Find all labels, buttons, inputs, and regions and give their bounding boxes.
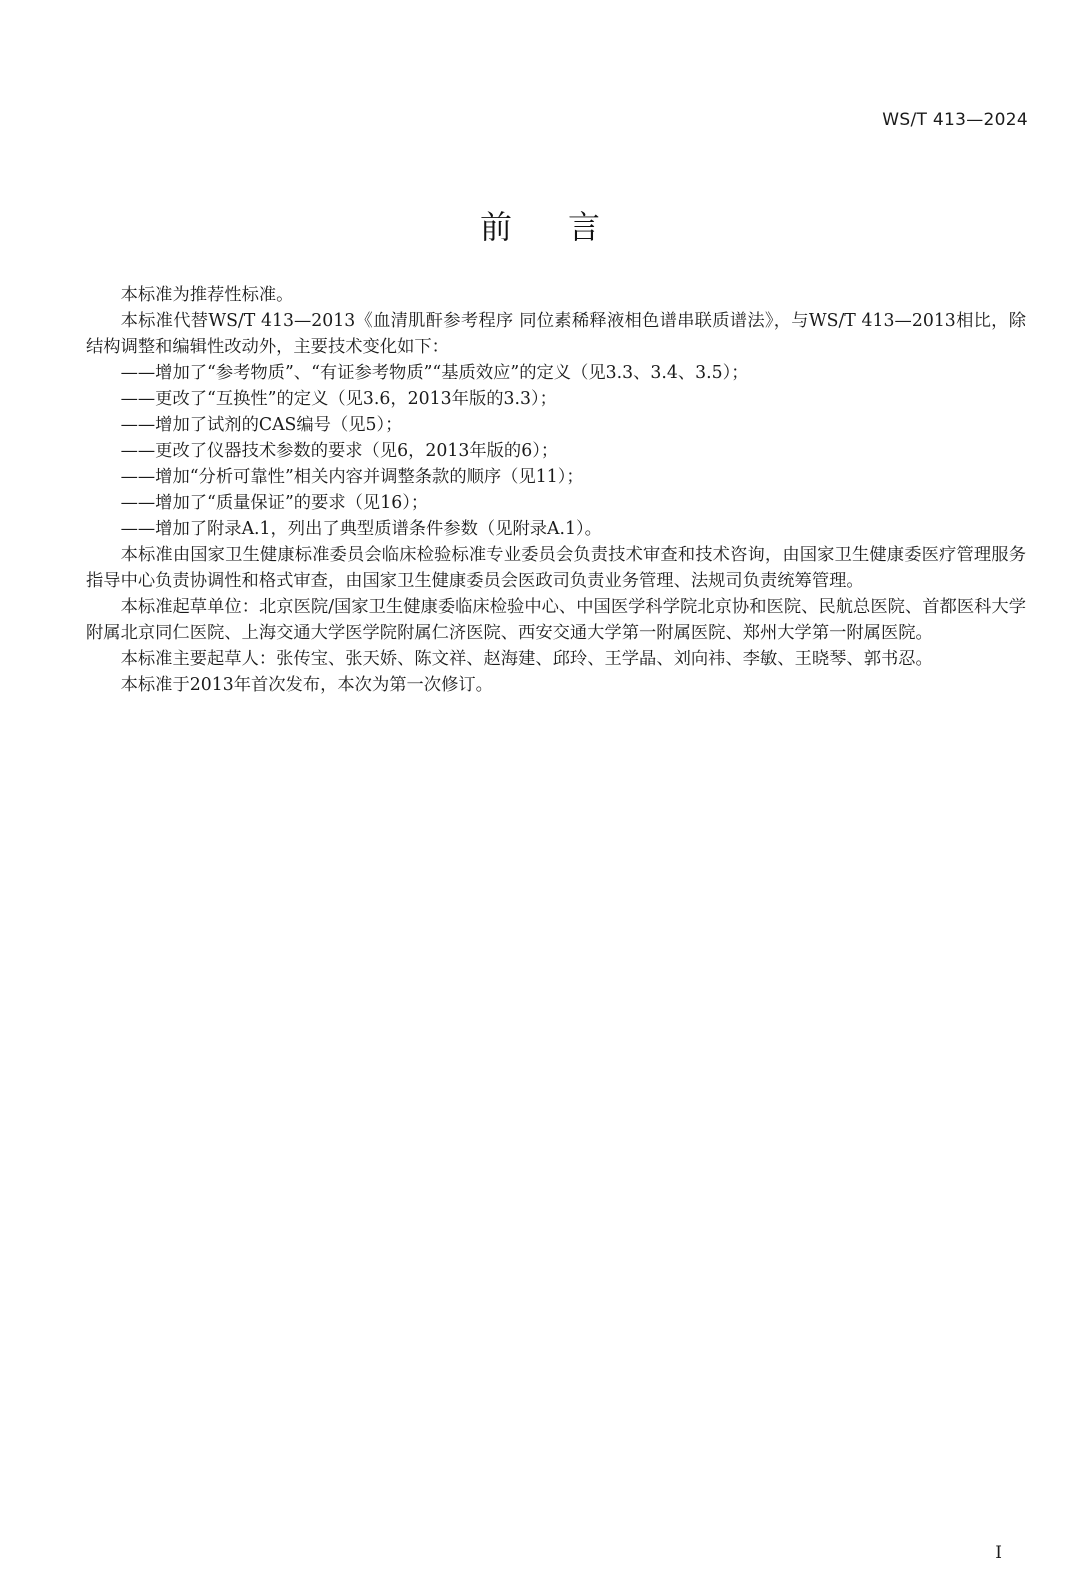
page-title: 前言 (479, 208, 656, 246)
change-item: ——更改了“互换性”的定义（见3.6，2013年版的3.3）； (120, 389, 557, 409)
change-item: ——更改了仪器技术参数的要求（见6，2013年版的6）； (120, 441, 559, 461)
change-item: ——增加了“参考物质”、“有证参考物质”“基质效应”的定义（见3.3、3.4、3.5）； (120, 363, 749, 383)
foreword-body (86, 282, 1026, 698)
paragraph-replacement: 本标准代替WS/T 413—2013《血清肌酐参考程序 同位素稀释液相色谱串联质谱法》，与WS/T 413—2013相比，除结构调整和编辑性改动外，主要技术变化如下： (86, 311, 1026, 357)
change-item: ——增加了“质量保证”的要求（见16）； (120, 493, 429, 513)
standard-number: WS/T 413—2024 (882, 110, 1028, 130)
paragraph-revision-history: 本标准于2013年首次发布，本次为第一次修订。 (120, 675, 493, 695)
page-number: I (995, 1543, 1002, 1563)
paragraph-review-management: 本标准由国家卫生健康标准委员会临床检验标准专业委员会负责技术审查和技术咨询，由国家卫生健康委医疗管理服务指导中心负责协调性和格式审查，由国家卫生健康委员会医政司负责业务管理、法规司负责统筹管理。 (86, 545, 1026, 591)
paragraph-drafters: 本标准主要起草人：张传宝、张天娇、陈文祥、赵海建、邱玲、王学晶、刘向祎、李敏、王晓琴、郭书忍。 (120, 649, 933, 669)
paragraph-drafting-units: 本标准起草单位：北京医院/国家卫生健康委临床检验中心、中国医学科学院北京协和医院、民航总医院、首都医科大学附属北京同仁医院、上海交通大学医学院附属仁济医院、西安交通大学第一附属医院、郑州大学第一附属医院。 (86, 597, 1026, 643)
paragraph-recommended-standard: 本标准为推荐性标准。 (120, 285, 294, 305)
changes-list (86, 360, 1026, 542)
change-item: ——增加了附录A.1，列出了典型质谱条件参数（见附录A.1）。 (120, 519, 602, 539)
change-item: ——增加“分析可靠性”相关内容并调整条款的顺序（见11）； (120, 467, 584, 487)
change-item: ——增加了试剂的CAS编号（见5）； (120, 415, 403, 435)
